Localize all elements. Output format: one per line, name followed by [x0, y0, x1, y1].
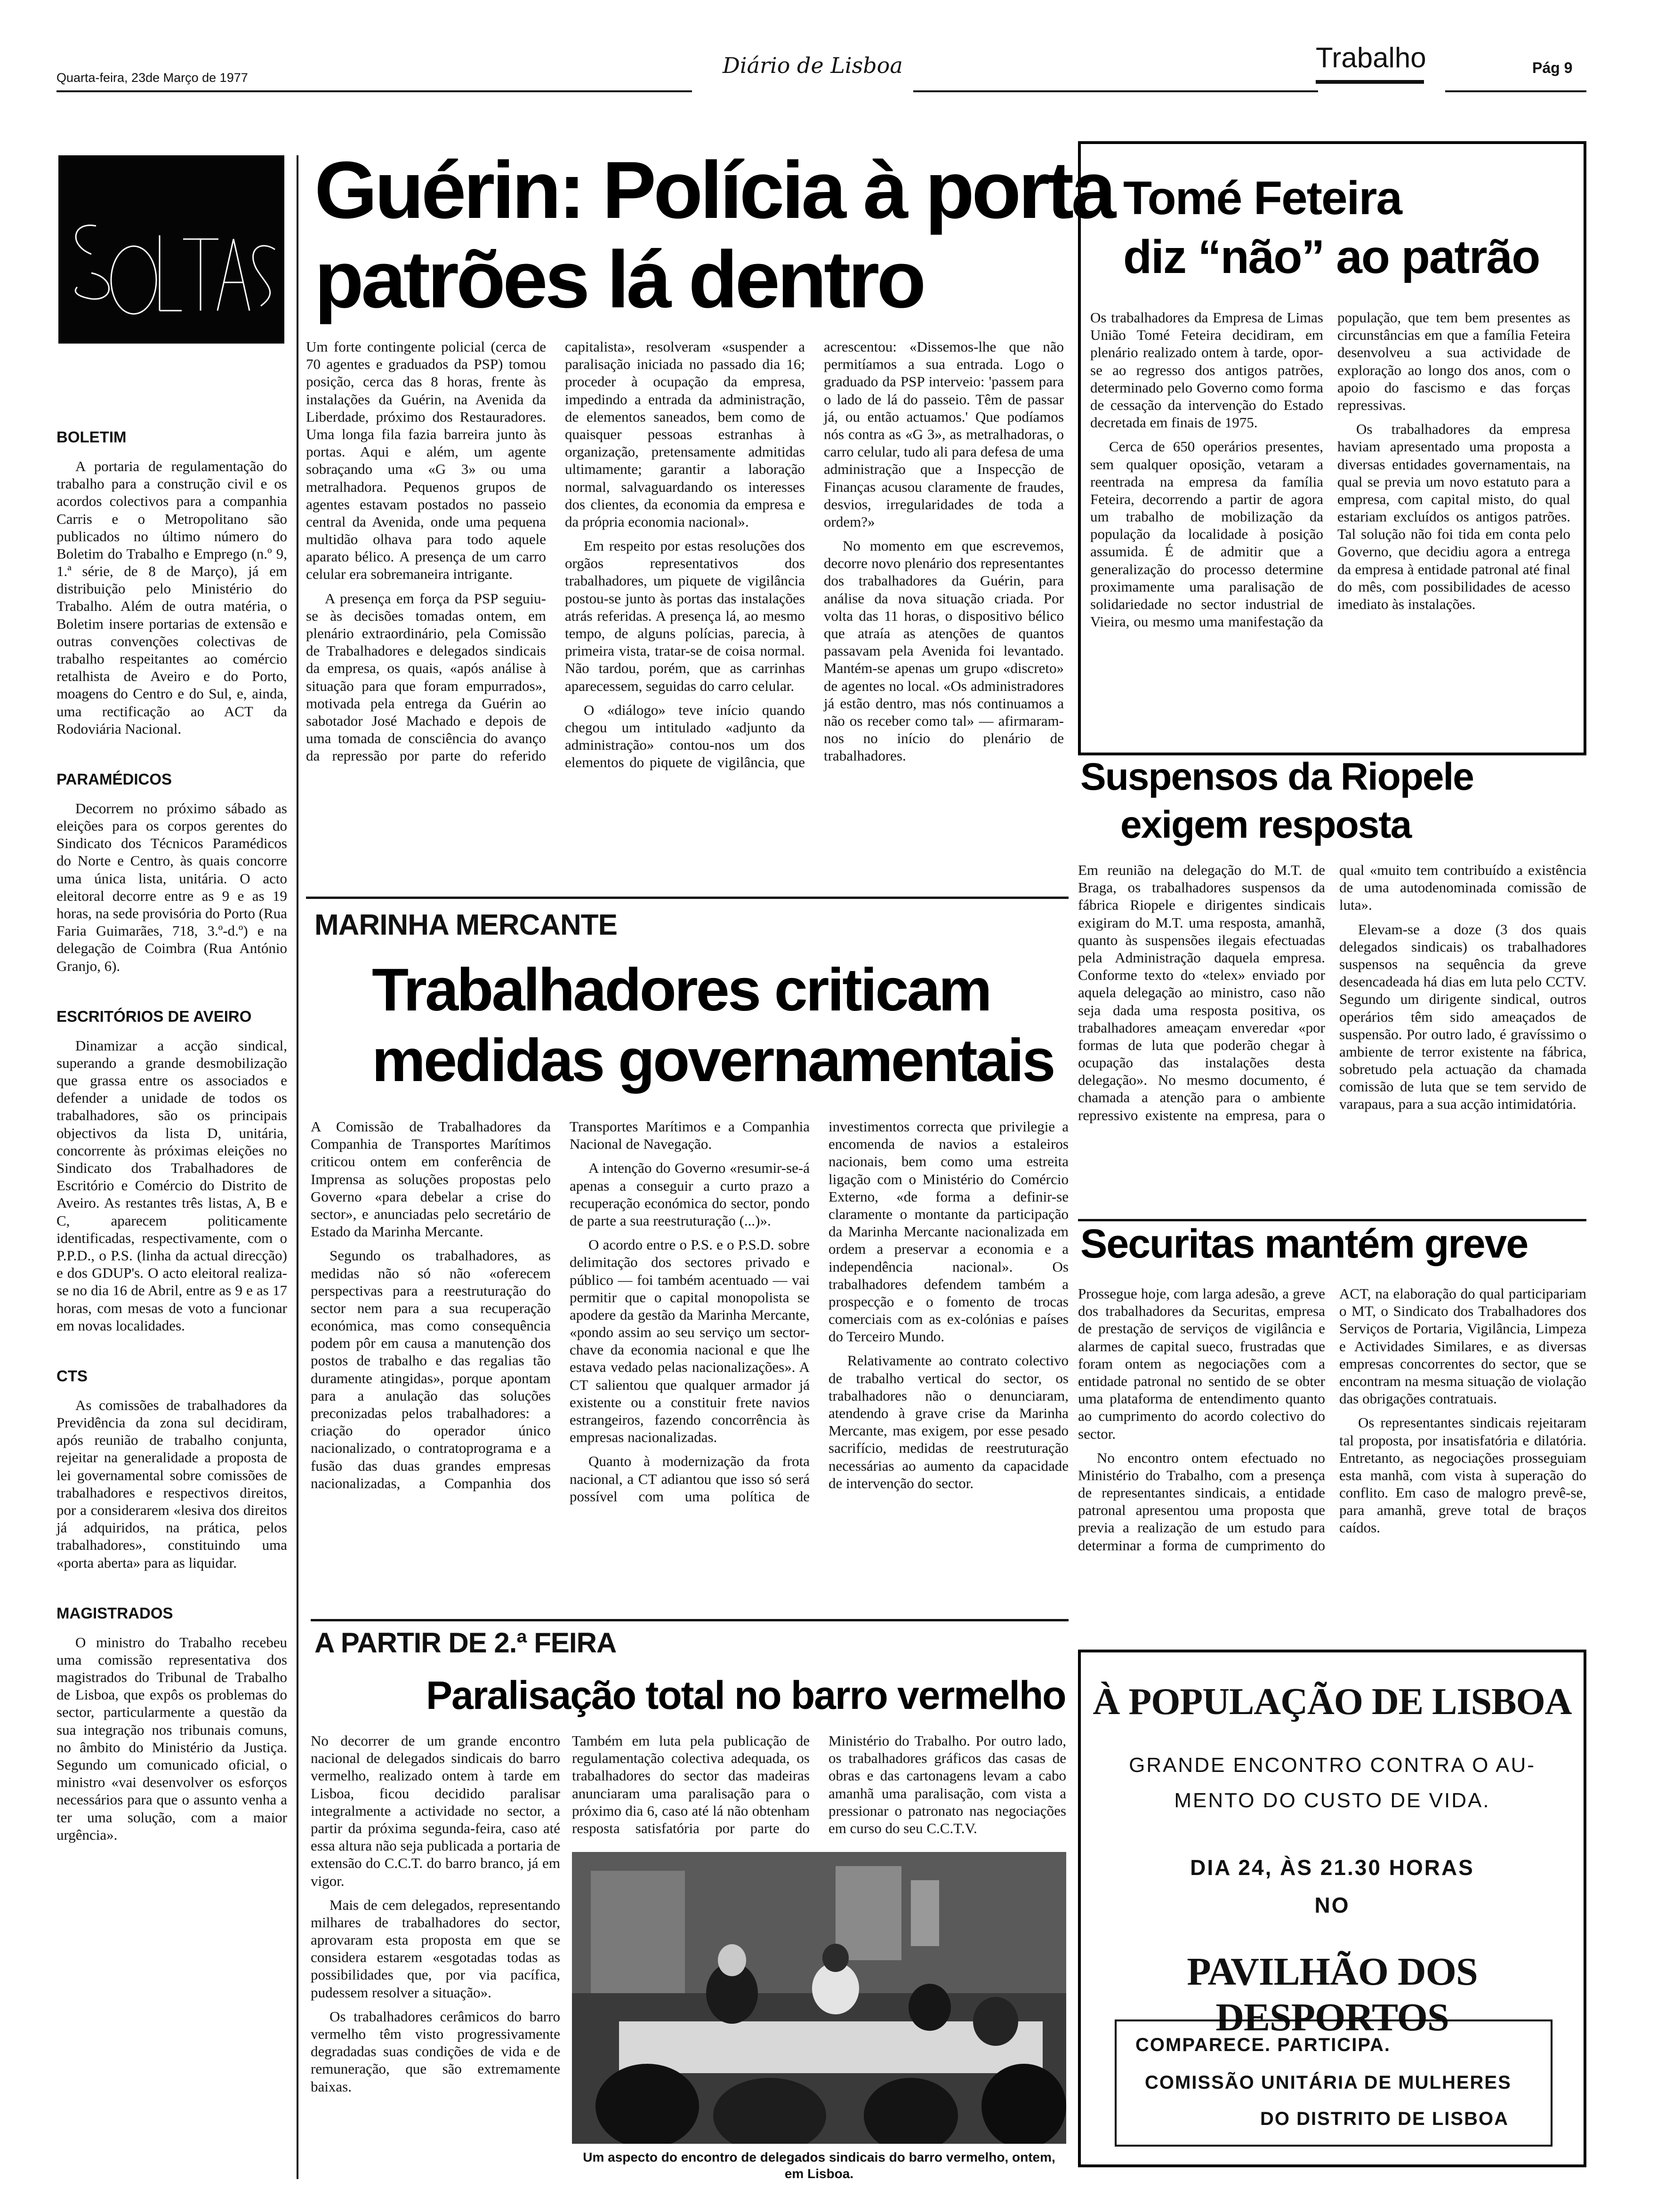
article-paragraph: No momento em que escrevemos, decorre novo plenário dos representantes dos trabalhadores da Guérin, para análise da nova situação criada. Por volta das 11 horas, o dispositivo bélico que atraía as atenções de quantos passavam pela Avenida foi levantado. Mantém-se apenas um grupo «discreto» de agentes no local. «Os administradores já estão dentro, mas nós continuamos a não os receber como tal» — afirmaram-nos no início do plenário de trabalhadores. — [824, 537, 1064, 764]
securitas-article-body — [1078, 1285, 1586, 1652]
article-paragraph: Os representantes sindicais rejeitaram tal proposta, por insatisfatória e dilatória. Entretanto, as negociações prosseguiam esta manhã, com vista à superação do conflito. Em caso de malogro prevê-se, para amanhã, greve total de braços caídos. — [1339, 1414, 1586, 1536]
riopele-headline-line1: Suspensos da Riopele — [1080, 755, 1473, 798]
securitas-headline: Securitas mantém greve — [1080, 1221, 1528, 1266]
barro-top-rule — [311, 1619, 1069, 1621]
guerin-article-body — [306, 338, 1064, 884]
barro-photo — [572, 1852, 1066, 2144]
ad-venue: PAVILHÃO DOS DESPORTOS — [1187, 1950, 1478, 2039]
riopele-article-body — [1078, 861, 1586, 1210]
ad-line-6: COMISSÃO UNITÁRIA DE MULHERES — [1145, 2072, 1512, 2093]
solta-text: Decorrem no próximo sábado as eleições para os corpos gerentes do Sindicato dos Técnicos Paramédicos do Norte e Centro, às quais concorre uma única lista, unitária. O acto eleitoral decorre entre as 9 e as 19 horas, na sede provisória do Porto (Rua Faria Guimarães, 718, 3.º-d.º) e na delegação de Coimbra (Rua António Granjo, 6). — [56, 800, 287, 974]
article-paragraph: Os trabalhadores da empresa haviam apresentado uma proposta a diversas entidades governamentais, na qual se previa um novo estatuto para a empresa, com capital misto, do qual estariam excluídos os antigos patrões. Tal solução não foi tida em conta pelo Governo, que decidiu agora a entrega da empresa à entidade patronal até final do mês, com possibilidades de acesso imediato às instalações. — [1337, 421, 1570, 612]
solta-paramedicos — [56, 770, 287, 975]
article-paragraph: Em respeito por estas resoluções dos orgãos representativos dos trabalhadores, um piquete de vigilância postou-se junto às portas das instalações atrás referidas. A presença lá, ao mesmo tempo, de alguns polícias, parecia, à primeira vista, tratar-se de coisa normal. Não tardou, porém, que as carrinhas aparecessem, seguidas do carro celular. — [565, 537, 805, 694]
marinha-article-body — [311, 1118, 1069, 1612]
guerin-headline-line2: patrões lá dentro — [314, 234, 924, 325]
ad-line-7: DO DISTRITO DE LISBOA — [1260, 2108, 1509, 2129]
article-paragraph: Quanto à modernização da frota nacional, a CT adiantou que isso só será possível com uma política de investimentos correcta que privilegie a encomenda de navios a estaleiros nacionais, bem como uma estreita ligação com o Ministério do Comércio Externo, «de forma a definir-se claramente o montante da participação da Marinha Mercante nacionalizada em ordem a preservar a economia e a independência nacional». Os trabalhadores defendem também a prospecção e o fomento de trocas comerciais com as ex-colónias e países do Terceiro Mundo. — [570, 1118, 1069, 1505]
photo-meeting-scene — [572, 1852, 1066, 2144]
barro-article-body-left — [311, 1732, 560, 2184]
marinha-kicker: MARINHA MERCANTE — [314, 909, 617, 941]
article-paragraph: Segundo os trabalhadores, as medidas não só não «oferecem perspectivas para a reestruturação do sector nem para a sua recuperação económica, mas como consequência podem pôr em causa a manutenção dos postos de trabalho e das regalias tão duramente atingidas», porque apontam para a anulação das soluções preconizadas pelos trabalhadores: a criação do operador único nacionalizado, o contratoprograma e a fusão das duas grandes empresas nacionalizadas, a Companhia dos Transportes Marítimos e a Companhia Nacional de Navegação. — [311, 1118, 810, 1491]
article-paragraph: No decorrer de um grande encontro nacional de delegados sindicais do barro vermelho, realizado ontem à tarde em Lisboa, ficou decidido paralisar integralmente a actividade no sector, a partir da próxima segunda-feira, caso até essa altura não seja publicada a portaria de extensão do C.C.T. do barro branco, já em vigor. — [311, 1732, 560, 1889]
article-paragraph: Os trabalhadores da Empresa de Limas União Tomé Feteira decidiram, em plenário realizado ontem à tarde, opor-se ao regresso dos antigos patrões, determinado pelo Governo como forma de cessação da intervenção do Estado decretada em finais de 1975. — [1090, 309, 1323, 431]
solta-title: MAGISTRADOS — [56, 1604, 173, 1622]
article-paragraph: O «diálogo» teve início quando chegou um intitulado «adjunto da administração» contou-nos um dos elementos do piquete de vigilância, que acrescentou: «Dissemos-lhe que não permitíamos a sua entrada. Logo o graduado da PSP interveio: 'passem para o lado de lá do passeio. Têm de passar já, ou então actuamos.' Que podíamos nós contra as «G 3», as metralhadoras, o carro celular, tudo ali para defesa de uma administração que a Inspecção de Finanças acusou claramente de fraudes, desvios, irregularidades de toda a ordem?» — [565, 338, 1064, 771]
article-paragraph: A Comissão de Trabalhadores da Companhia de Transportes Marítimos criticou ontem em conferência de Imprensa as soluções propostas pelo Governo «para debelar a crise do sector», e anunciadas pelo secretário de Estado da Marinha Mercante. — [311, 1118, 551, 1240]
solta-text: A portaria de regulamentação do trabalho para a construção civil e os acordos colectivos para a companhia Carris e o Metropolitano são publicados no último número do Boletim do Trabalho e Emprego (n.º 9, 1.ª série, de 8 de Março), já em distribuição pelo Ministério do Trabalho. Além de outra matéria, o Boletim insere portarias de extensão e outras convenções colectivas de trabalho respeitantes ao comércio retalhista de Aveiro e do Porto, moagens do Centro e do Sul, e, ainda, uma rectificação ao ACT da Rodoviária Nacional. — [56, 457, 287, 737]
tome-headline-line2: diz “não” ao patrão — [1123, 231, 1540, 283]
photo-caption: Um aspecto do encontro de delegados sindicais do barro vermelho, ontem, em Lisboa. — [583, 2150, 1055, 2181]
marinha-headline-line2: medidas governamentais — [372, 1027, 1054, 1094]
tome-feteira-box — [1078, 141, 1586, 755]
section-title: Trabalho — [1316, 42, 1426, 73]
article-paragraph: Cerca de 650 operários presentes, sem qualquer oposição, vetaram a reentrada na empresa da família Feteira, decorrendo a partir de agora um trabalho de mobilização da população da localidade à posição assumida. É de admitir que a generalização do processo determine proximamente uma paralisação de solidariedade no sector industrial de Vieira, ou mesmo uma manifestação da população, que tem bem presentes as circunstâncias em que a família Feteira desenvolveu a sua actividade de exploração ao longo dos anos, com o apoio do fascismo e das forças repressivas. — [1090, 309, 1570, 630]
article-paragraph: A presença em força da PSP seguiu-se às decisões tomadas ontem, em plenário extraordinário, pela Comissão de Trabalhadores e delegados sindicais da empresa, os quais, «após análise à situação para que foram empurrados», motivada pela entrega da Guérin ao sabotador José Machado e depois de uma tomada de consciência do avanço da repressão por parte do referido capitalista», resolveram «suspender a paralisação iniciada no passado dia 16; proceder à ocupação da empresa, impedindo a entrada da administração, de elementos saneados, bem como de quaisquer pessoas estranhas à organização, pretensamente admitidas ultimamente; garantir a laboração normal, salvaguardando os interesses dos clientes, da economia da empresa e da própria economia nacional». — [306, 338, 805, 764]
solta-text: O ministro do Trabalho recebeu uma comissão representativa dos magistrados do Tribunal de Trabalho de Lisboa, que expôs os problemas do sector, particularmente a questão da sua integração nos tribunais comuns, no âmbito do Ministério da Justiça. Segundo um comunicado oficial, o ministro «vai desenvolver os esforços necessários para que o assunto venha a ter uma solução, com a maior urgência». — [56, 1634, 287, 1843]
solta-title: ESCRITÓRIOS DE AVEIRO — [56, 1007, 252, 1025]
solta-title: BOLETIM — [56, 428, 127, 446]
article-paragraph: Mais de cem delegados, representando milhares de trabalhadores do sector, aprovaram esta proposta em que se considera estarem «esgotadas todas as possibilidades que, por via pacífica, pudessem resolver a situação». — [311, 1896, 560, 2001]
header-rule-mid — [913, 90, 1318, 92]
header-rule-right — [1445, 90, 1586, 92]
solta-cts — [56, 1367, 287, 1571]
masthead: Diário de Lisboa — [723, 53, 903, 78]
page-number: Pág 9 — [1532, 59, 1573, 76]
tome-article-body — [1090, 309, 1570, 732]
guerin-headline-line1: Guérin: Polícia à porta — [314, 145, 1114, 235]
column-divider — [297, 155, 298, 2179]
issue-date: Quarta-feira, 23de Março de 1977 — [56, 71, 248, 85]
article-paragraph: No encontro ontem efectuado no Ministério do Trabalho, com a presença de representantes sindicais, a entidade patronal apresentou uma proposta que previa a realização de um estudo para determinar a forma de cumprimento do ACT, na elaboração do qual participariam o MT, o Sindicato dos Trabalhadores dos Serviços de Portaria, Vigilância, Limpeza e Actividades Similares, e as diversas empresas concorrentes do sector, que se encontram na mesma situação de violação das obrigações contratuais. — [1078, 1285, 1586, 1554]
article-paragraph: Prossegue hoje, com larga adesão, a greve dos trabalhadores da Securitas, empresa de prestação de serviços de vigilância e alarmes de capital sueco, frustradas que foram ontem as negociações com a entidade patronal no sentido de se obter uma plataforma de entendimento quanto ao cumprimento do acordo colectivo do sector. — [1078, 1285, 1325, 1442]
soltas-logo — [58, 155, 284, 344]
marinha-headline-line1: Trabalhadores criticam — [372, 956, 990, 1024]
article-paragraph: O acordo entre o P.S. e o P.S.D. sobre delimitação dos sectores privado e público — foi também acentuado — vai permitir que o capital monopolista se apodere da gestão da Marinha Mercante, «pondo assim ao seu serviço um sector-chave da economia nacional e que lhe estava vedado pelas nacionalizações». A CT salientou que qualquer armador já existente ou a constituir frete navios estrangeiros, fazendo concorrência às empresas nacionalizadas. — [570, 1236, 810, 1446]
soltas-column — [56, 428, 287, 1843]
barro-headline: Paralisação total no barro vermelho — [426, 1673, 1066, 1717]
riopele-headline-line2: exigem resposta — [1120, 803, 1411, 846]
article-paragraph: Elevam-se a doze (3 dos quais delegados sindicais) os trabalhadores suspensos na sequência da greve desencadeada há dias em luta pelo CCTV. Segundo um dirigente sindical, outros operários têm sido ameaçados de suspensão. Por outro lado, é gravíssimo o ambiente de terror existente na fábrica, sobretudo pela actuação da chamada comissão de luta que se tem servido de varapaus, para a sua acção intimidatória. — [1339, 921, 1586, 1113]
solta-text: Dinamizar a acção sindical, superando a grande desmobilização que grassa entre os associados e defender a unidade de todos os trabalhadores, são os principais objectivos da lista D, unitária, concorrente às próximas eleições no Sindicato dos Trabalhadores de Escritório e Comércio do Distrito de Aveiro. As restantes três listas, A, B e C, aparecem politicamente identificadas, respectivamente, com o P.P.D., o P.S. (linha da actual direcção) e dos GDUP's. O acto eleitoral realiza-se no dia 16 de Abril, entre as 9 e as 17 horas, com mesas de voto a funcionar em novas localidades. — [56, 1037, 287, 1334]
ad-line-4: NO — [1314, 1893, 1350, 1917]
article-paragraph: Em reunião na delegação do M.T. de Braga, os trabalhadores suspensos da fábrica Riopele e dirigentes sindicais exigiram do M.T. uma resposta, amanhã, quanto às suspensões ilegais efectuadas pela Administração daquela empresa. Conforme texto do «telex» enviado por aquela delegação ao ministro, caso não seja dada uma resposta positiva, os trabalhadores ameaçam enveredar «por formas de luta que poderão chegar à ocupação das instalações desta delegação». No mesmo documento, é chamada a atenção para o ambiente repressivo existente na empresa, para o qual «muito tem contribuído a existência de uma autodenominada comissão de luta». — [1078, 862, 1586, 1123]
barro-kicker: A PARTIR DE 2.ª FEIRA — [314, 1627, 617, 1659]
marinha-top-rule — [306, 897, 1069, 899]
header-rule-section — [1316, 80, 1424, 84]
article-paragraph: A intenção do Governo «resumir-se-á apenas a conseguir a curto prazo a recuperação económica do sector, pondo de parte a sua reestruturação (...)». — [570, 1160, 810, 1229]
soltas-logo-graphic — [58, 155, 284, 344]
ad-line-1: GRANDE ENCONTRO CONTRA O AU- — [1129, 1754, 1536, 1777]
article-paragraph: Relativamente ao contrato colectivo de trabalho vertical do sector, os trabalhadores não o denunciaram, atendendo à grave crise da Marinha Mercante, mas exigem, por esse pesado sacrifício, medidas de reestruturação necessárias ao aumento da capacidade de intervenção do sector. — [828, 1352, 1069, 1491]
article-paragraph: Um forte contingente policial (cerca de 70 agentes e graduados da PSP) tomou posição, cerca das 8 horas, frente às instalações da Guérin, na Avenida da Liberdade, próximo dos Restauradores. Uma longa fila fazia barreira junto às portas. Aqui e além, um agente sobraçando uma «G 3» ou uma metralhadora. Pequenos grupos de agentes estavam postados no passeio central da Avenida, onde uma pequena multidão olhava para todo aquele aparato bélico. A presença de um carro celular era sobremaneira intrigante. — [306, 338, 546, 583]
solta-magistrados — [56, 1604, 287, 1843]
event-advertisement — [1078, 1650, 1586, 2167]
solta-text: As comissões de trabalhadores da Previdência da zona sul decidiram, após reunião de trabalho conjunta, rejeitar na generalidade a proposta de lei governamental sobre comissões de trabalhadores e respectivos direitos, por a considerarem «lesiva dos direitos já adquiridos, na prática, pelos trabalhadores», constituindo uma «porta aberta» para as liquidar. — [56, 1396, 287, 1571]
solta-boletim — [56, 428, 287, 737]
ad-title: À POPULAÇÃO DE LISBOA — [1093, 1681, 1572, 1723]
tome-headline-line1: Tomé Feteira — [1123, 172, 1401, 224]
barro-article-body-top — [572, 1732, 1066, 1845]
ad-line-3: DIA 24, ÀS 21.30 HORAS — [1190, 1855, 1474, 1880]
article-paragraph: Também em luta pela publicação de regulamentação colectiva adequada, os trabalhadores do sector das madeiras anunciaram uma paralisação para o próximo dia 6, caso até lá não obtenham resposta satisfatória por parte do Ministério do Trabalho. Por outro lado, os trabalhadores gráficos das casas de obras e das cartonagens levam a cabo amanhã uma paralisação, com vista a pressionar o patronato nas negociações em curso do seu C.C.T.V. — [572, 1732, 1066, 1836]
solta-title: CTS — [56, 1367, 88, 1385]
ad-line-2: MENTO DO CUSTO DE VIDA. — [1174, 1789, 1490, 1812]
ad-line-5: COMPARECE. PARTICIPA. — [1135, 2035, 1391, 2055]
ad-inner-box — [1115, 2020, 1552, 2147]
solta-escritorios — [56, 1008, 287, 1334]
header-rule-left — [56, 90, 692, 92]
solta-title: PARAMÉDICOS — [56, 770, 172, 788]
article-paragraph: Os trabalhadores cerâmicos do barro vermelho têm visto progressivamente degradadas suas condições de vida e de remuneração, que são extremamente baixas. — [311, 2008, 560, 2095]
